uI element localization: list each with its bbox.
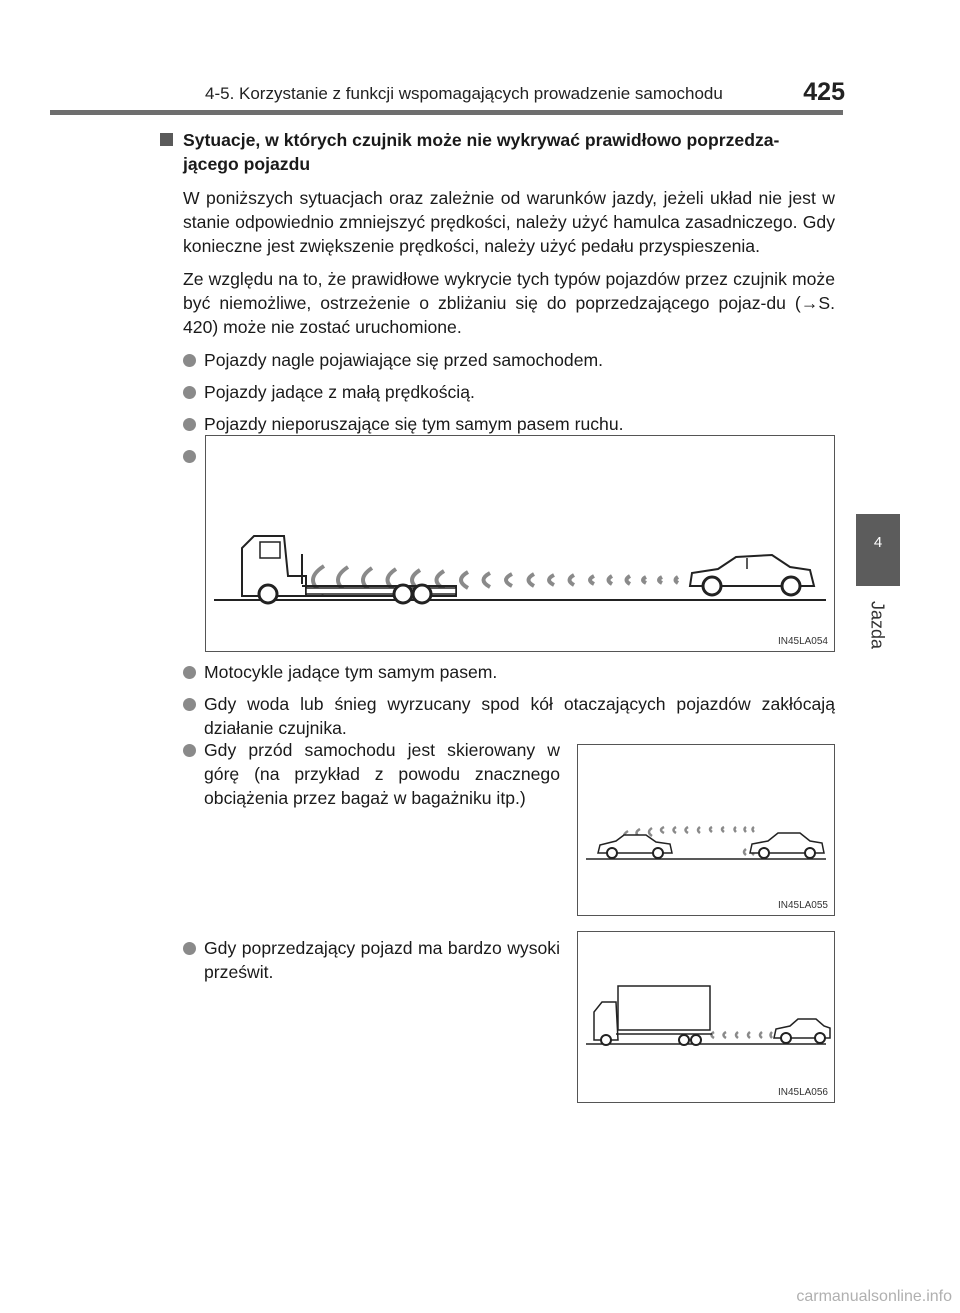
list-item-text: Gdy przód samochodu jest skierowany w górę (na przykład z powodu znacznego obciążenia przez bagaż w bagażniku itp.) (204, 740, 560, 808)
trailer-illustration (206, 436, 834, 651)
nose-up-illustration (578, 745, 834, 915)
chapter-tab-label (855, 590, 899, 660)
list-item (160, 348, 835, 372)
bullet-dot-icon (183, 744, 196, 757)
list-group (160, 660, 835, 748)
chapter-tab (856, 514, 900, 586)
page-number: 425 (803, 78, 845, 106)
bullet-dot-icon (183, 418, 196, 431)
list-item (160, 412, 835, 436)
section-heading (160, 128, 835, 176)
figure-code: IN45LA055 (777, 900, 828, 911)
list-item (160, 936, 560, 984)
figure-nose-up (577, 744, 835, 916)
list-item-text: Gdy poprzedzający pojazd ma bardzo wysoki prześwit. (204, 938, 560, 982)
list-item-text: Pojazdy nieporuszające się tym samym pasem ruchu. (204, 414, 624, 434)
bullet-dot-icon (183, 450, 196, 463)
list-item (160, 738, 560, 810)
bullet-dot-icon (183, 354, 196, 367)
list-item (160, 692, 835, 740)
high-clearance-illustration (578, 932, 834, 1102)
list-item-text: Gdy woda lub śnieg wyrzucany spod kół otaczających pojazdów zakłócają działanie czujnika. (204, 694, 835, 738)
bullet-dot-icon (183, 942, 196, 955)
list-item-text: Motocykle jadące tym samym pasem. (204, 662, 498, 682)
list-item-text: Pojazdy jadące z małą prędkością. (204, 382, 475, 402)
figure-high-clearance (577, 931, 835, 1103)
page-header (205, 80, 845, 108)
chapter-title: 4-5. Korzystanie z funkcji wspomagających prowadzenie samochodu (205, 84, 723, 103)
chapter-tab-number: 4 (873, 534, 883, 551)
section-heading-text: Sytuacje, w których czujnik może nie wykrywać prawidłowo poprzedza-jącego pojazdu (183, 130, 780, 174)
list-item-text: Pojazdy nagle pojawiające się przed samochodem. (204, 350, 604, 370)
bullet-dot-icon (183, 698, 196, 711)
list-item (160, 380, 835, 404)
header-rule (50, 110, 843, 115)
figure-code: IN45LA056 (777, 1087, 828, 1098)
chapter-tab-label-text: Jazda (867, 600, 888, 650)
paragraph: W poniższych sytuacjach oraz zależnie od warunków jazdy, jeżeli układ nie jest w stanie odpowiednio zmniejszyć prędkości, należy użyć hamulca zasadniczego. Gdy konieczne jest zwiększenie prędkości, należy użyć pedału przyspieszenia. (183, 188, 835, 256)
bullet-dot-icon (183, 666, 196, 679)
bullet-dot-icon (183, 386, 196, 399)
paragraph: Ze względu na to, że prawidłowe wykrycie tych typów pojazdów przez czujnik może być niemożliwe, ostrzeżenie o zbliżaniu się do poprzedzającego pojaz-du (→S. 420) może nie zostać uruchomione. (183, 269, 835, 337)
list-item (160, 660, 835, 684)
list-group (160, 936, 560, 992)
square-bullet-icon (160, 133, 173, 146)
watermark: carmanualsonline.info (796, 1288, 952, 1305)
main-content (160, 128, 835, 476)
figure-code: IN45LA054 (777, 636, 828, 647)
figure-trailer-detection (205, 435, 835, 652)
list-group (160, 738, 560, 818)
